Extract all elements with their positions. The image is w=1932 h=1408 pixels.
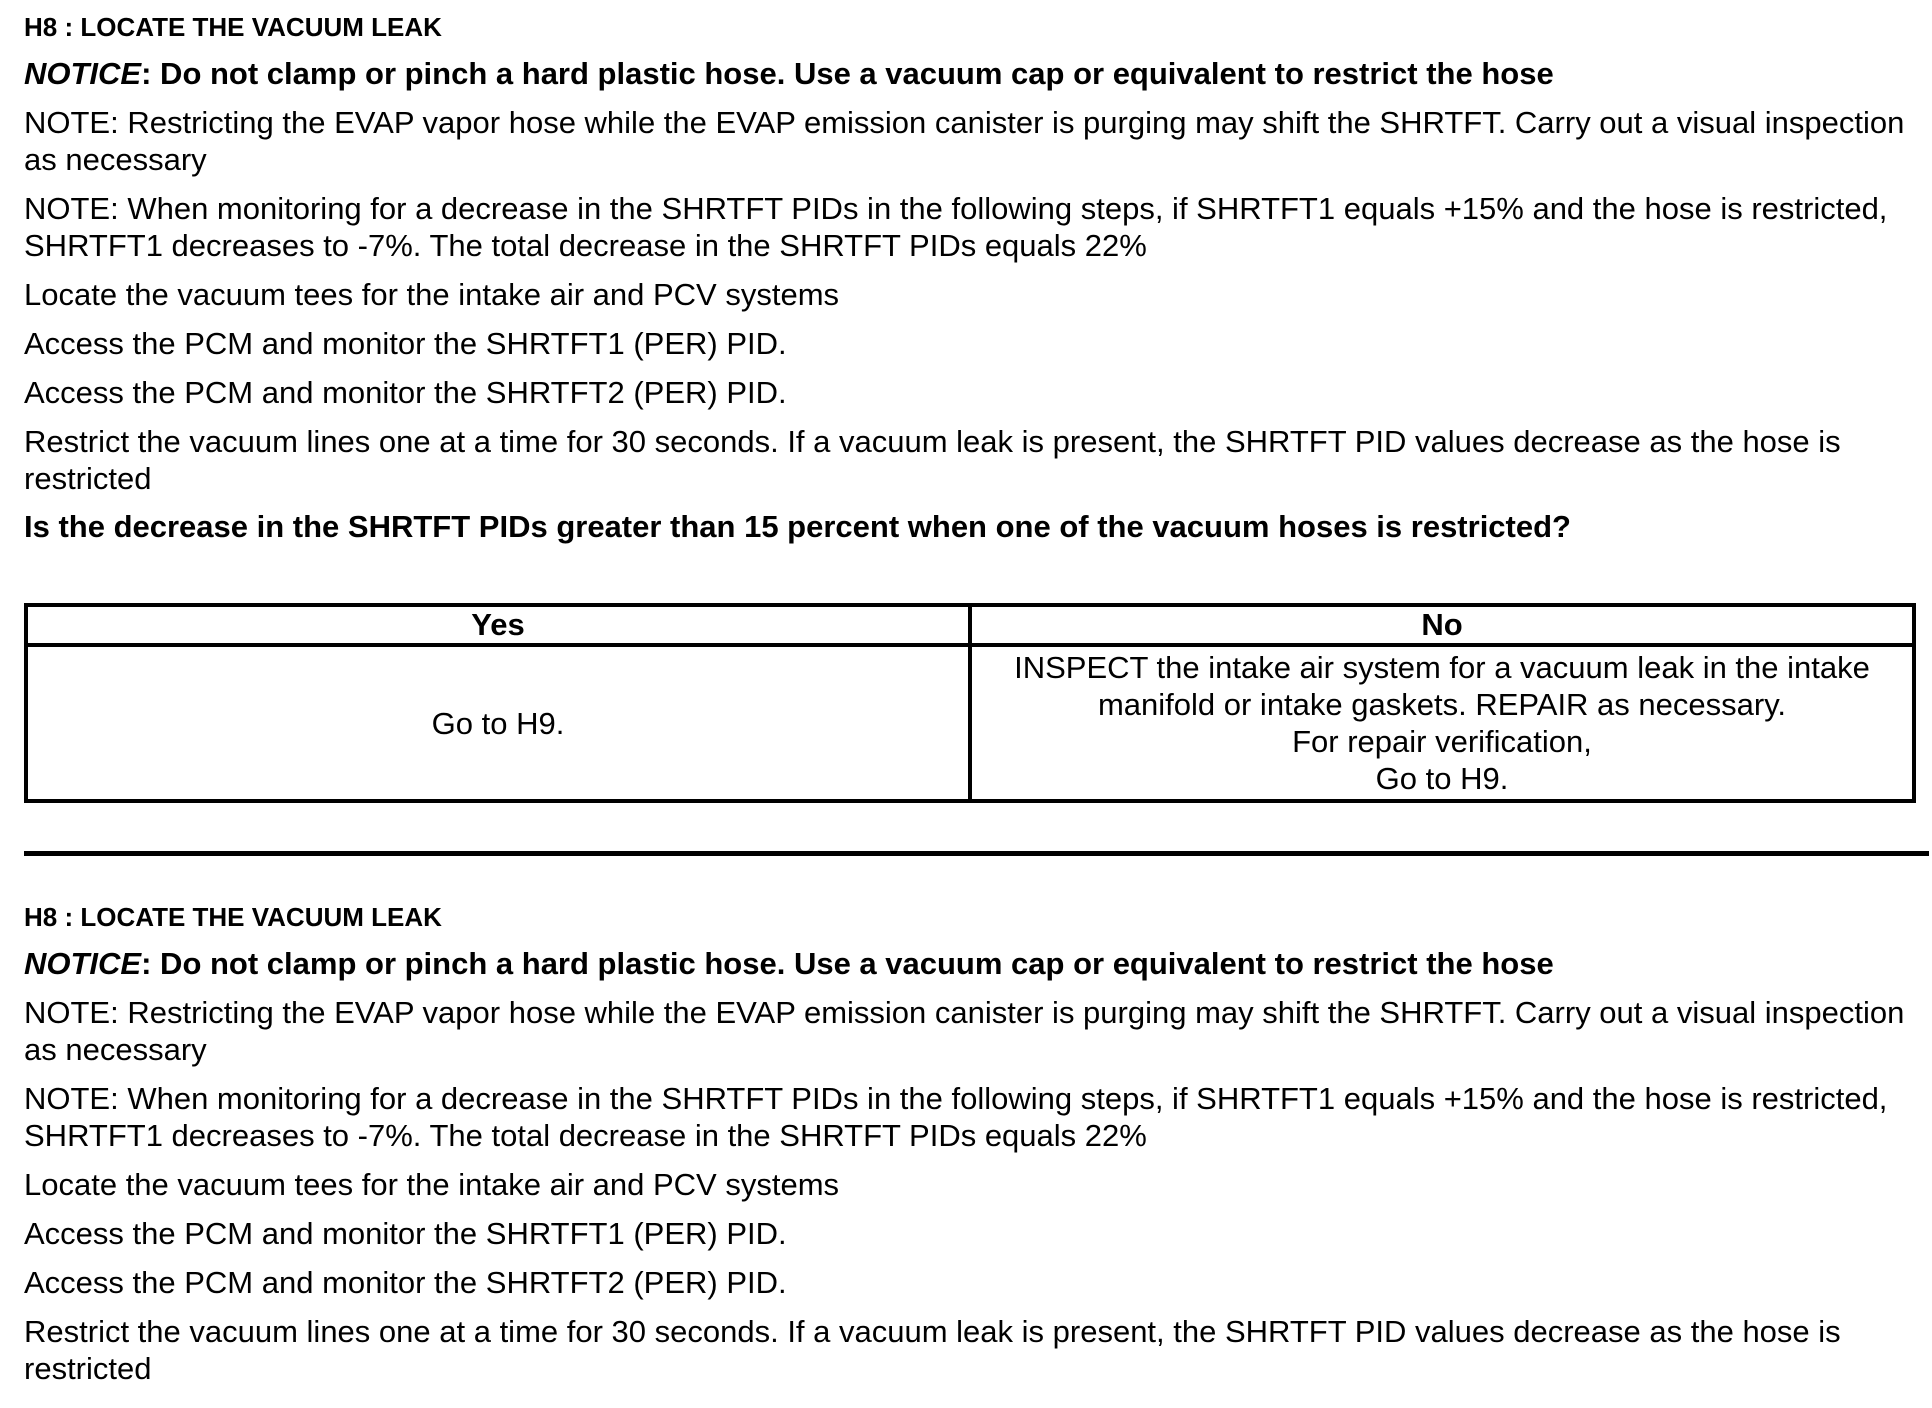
notice bbox=[24, 56, 1914, 92]
note-paragraph: NOTE: When monitoring for a decrease in the SHRTFT PIDs in the following steps, if SHRTFT1 equals +15% and the hose is restricted, SHRTFT1 decreases to -7%. The total decrease in the SHRTFT PIDs equals 22% bbox=[24, 1081, 1888, 1153]
no-cell-line: Go to H9. bbox=[1375, 761, 1509, 796]
no-cell-line: manifold or intake gaskets. REPAIR as necessary. bbox=[1097, 687, 1787, 722]
yes-cell: Go to H9. bbox=[26, 645, 970, 801]
instruction-paragraph: Restrict the vacuum lines one at a time for 30 seconds. If a vacuum leak is present, the SHRTFT PID values decrease as the hose is restricted bbox=[24, 424, 1841, 496]
step-section-h8 bbox=[24, 12, 1914, 803]
notice-text: : Do not clamp or pinch a hard plastic hose. Use a vacuum cap or equivalent to restrict the hose bbox=[141, 946, 1554, 981]
no-cell-line: INSPECT the intake air system for a vacuum leak in the intake bbox=[1014, 650, 1870, 685]
instruction-paragraph: Access the PCM and monitor the SHRTFT1 (PER) PID. bbox=[24, 1216, 787, 1251]
note-paragraph: NOTE: When monitoring for a decrease in the SHRTFT PIDs in the following steps, if SHRTFT1 equals +15% and the hose is restricted, SHRTFT1 decreases to -7%. The total decrease in the SHRTFT PIDs equals 22% bbox=[24, 191, 1888, 263]
yes-no-table bbox=[24, 603, 1916, 803]
notice bbox=[24, 946, 1914, 982]
instruction-paragraph: Locate the vacuum tees for the intake air and PCV systems bbox=[24, 277, 840, 312]
step-heading: H8 : LOCATE THE VACUUM LEAK bbox=[24, 12, 442, 42]
step-section-h8-repeat bbox=[24, 902, 1914, 1387]
yes-header: Yes bbox=[26, 605, 970, 645]
no-cell-line: For repair verification, bbox=[1292, 724, 1592, 759]
instruction-paragraph: Restrict the vacuum lines one at a time for 30 seconds. If a vacuum leak is present, the SHRTFT PID values decrease as the hose is restricted bbox=[24, 1314, 1841, 1386]
document-page bbox=[24, 0, 1914, 1387]
instruction-paragraph: Access the PCM and monitor the SHRTFT1 (PER) PID. bbox=[24, 326, 787, 361]
step-heading: H8 : LOCATE THE VACUUM LEAK bbox=[24, 902, 442, 932]
table-row bbox=[26, 645, 1914, 801]
table-header-row bbox=[26, 605, 1914, 645]
instruction-paragraph: Access the PCM and monitor the SHRTFT2 (PER) PID. bbox=[24, 375, 787, 410]
no-header: No bbox=[970, 605, 1914, 645]
notice-text: : Do not clamp or pinch a hard plastic hose. Use a vacuum cap or equivalent to restrict the hose bbox=[141, 56, 1554, 91]
note-paragraph: NOTE: Restricting the EVAP vapor hose while the EVAP emission canister is purging may shift the SHRTFT. Carry out a visual inspection as necessary bbox=[24, 105, 1905, 177]
notice-label: NOTICE bbox=[24, 56, 142, 91]
notice-label: NOTICE bbox=[24, 946, 142, 981]
section-divider bbox=[24, 851, 1929, 856]
no-cell bbox=[970, 645, 1914, 801]
instruction-paragraph: Access the PCM and monitor the SHRTFT2 (PER) PID. bbox=[24, 1265, 787, 1300]
step-question: Is the decrease in the SHRTFT PIDs greater than 15 percent when one of the vacuum hoses is restricted? bbox=[24, 509, 1571, 544]
note-paragraph: NOTE: Restricting the EVAP vapor hose while the EVAP emission canister is purging may shift the SHRTFT. Carry out a visual inspection as necessary bbox=[24, 995, 1905, 1067]
instruction-paragraph: Locate the vacuum tees for the intake air and PCV systems bbox=[24, 1167, 840, 1202]
